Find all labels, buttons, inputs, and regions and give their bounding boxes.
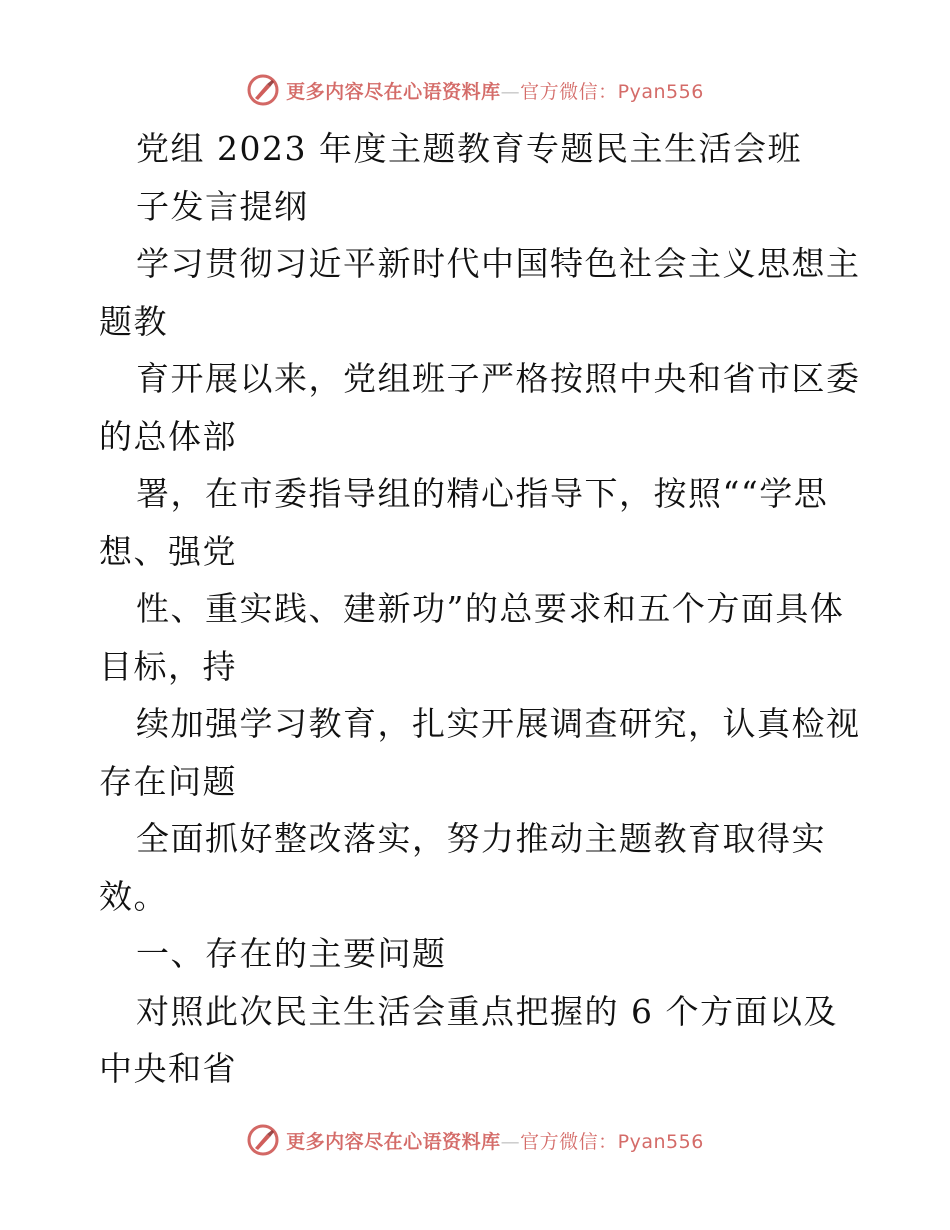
paragraph-line: 的总体部 bbox=[99, 416, 237, 456]
watermark-handle-text: 官方微信：Pyan556 bbox=[520, 80, 704, 103]
paragraph-line: 对照此次民主生活会重点把握的 6 个方面以及 bbox=[136, 991, 838, 1031]
document-body bbox=[99, 120, 859, 1098]
paragraph-line: 想、强党 bbox=[99, 531, 237, 571]
document-title-line-2: 子发言提纲 bbox=[136, 186, 309, 226]
watermark-text bbox=[286, 77, 704, 104]
watermark-separator: — bbox=[500, 1130, 521, 1153]
paragraph-line: 续加强学习教育，扎实开展调查研究，认真检视 bbox=[136, 704, 861, 743]
paragraph-line: 学习贯彻习近平新时代中国特色社会主义思想主 bbox=[136, 244, 861, 283]
document-title-line-1: 党组 2023 年度主题教育专题民主生活会班 bbox=[136, 129, 802, 168]
footer-watermark bbox=[0, 1120, 950, 1160]
pen-nib-logo-icon bbox=[246, 1123, 280, 1157]
paragraph-line: 育开展以来，党组班子严格按照中央和省市区委 bbox=[136, 359, 861, 398]
paragraph-line: 中央和省 bbox=[99, 1049, 237, 1088]
paragraph-line: 全面抓好整改落实，努力推动主题教育取得实 bbox=[136, 819, 826, 858]
watermark-handle-text: 官方微信：Pyan556 bbox=[520, 1130, 704, 1153]
paragraph-line: 署，在市委指导组的精心指导下，按照““学思 bbox=[136, 474, 829, 513]
paragraph-line: 目标，持 bbox=[99, 646, 237, 686]
watermark-main-text: 更多内容尽在心语资料库 bbox=[286, 80, 501, 103]
watermark-separator: — bbox=[500, 80, 521, 103]
watermark-text bbox=[286, 1127, 704, 1154]
paragraph-line: 存在问题 bbox=[99, 761, 237, 801]
watermark-main-text: 更多内容尽在心语资料库 bbox=[286, 1130, 501, 1153]
paragraph-line: 题教 bbox=[99, 301, 168, 341]
pen-nib-logo-icon bbox=[246, 73, 280, 107]
paragraph-line: 效。 bbox=[99, 876, 168, 916]
header-watermark bbox=[0, 70, 950, 110]
paragraph-line: 性、重实践、建新功”的总要求和五个方面具体 bbox=[136, 589, 845, 628]
section-heading: 一、存在的主要问题 bbox=[136, 934, 447, 973]
